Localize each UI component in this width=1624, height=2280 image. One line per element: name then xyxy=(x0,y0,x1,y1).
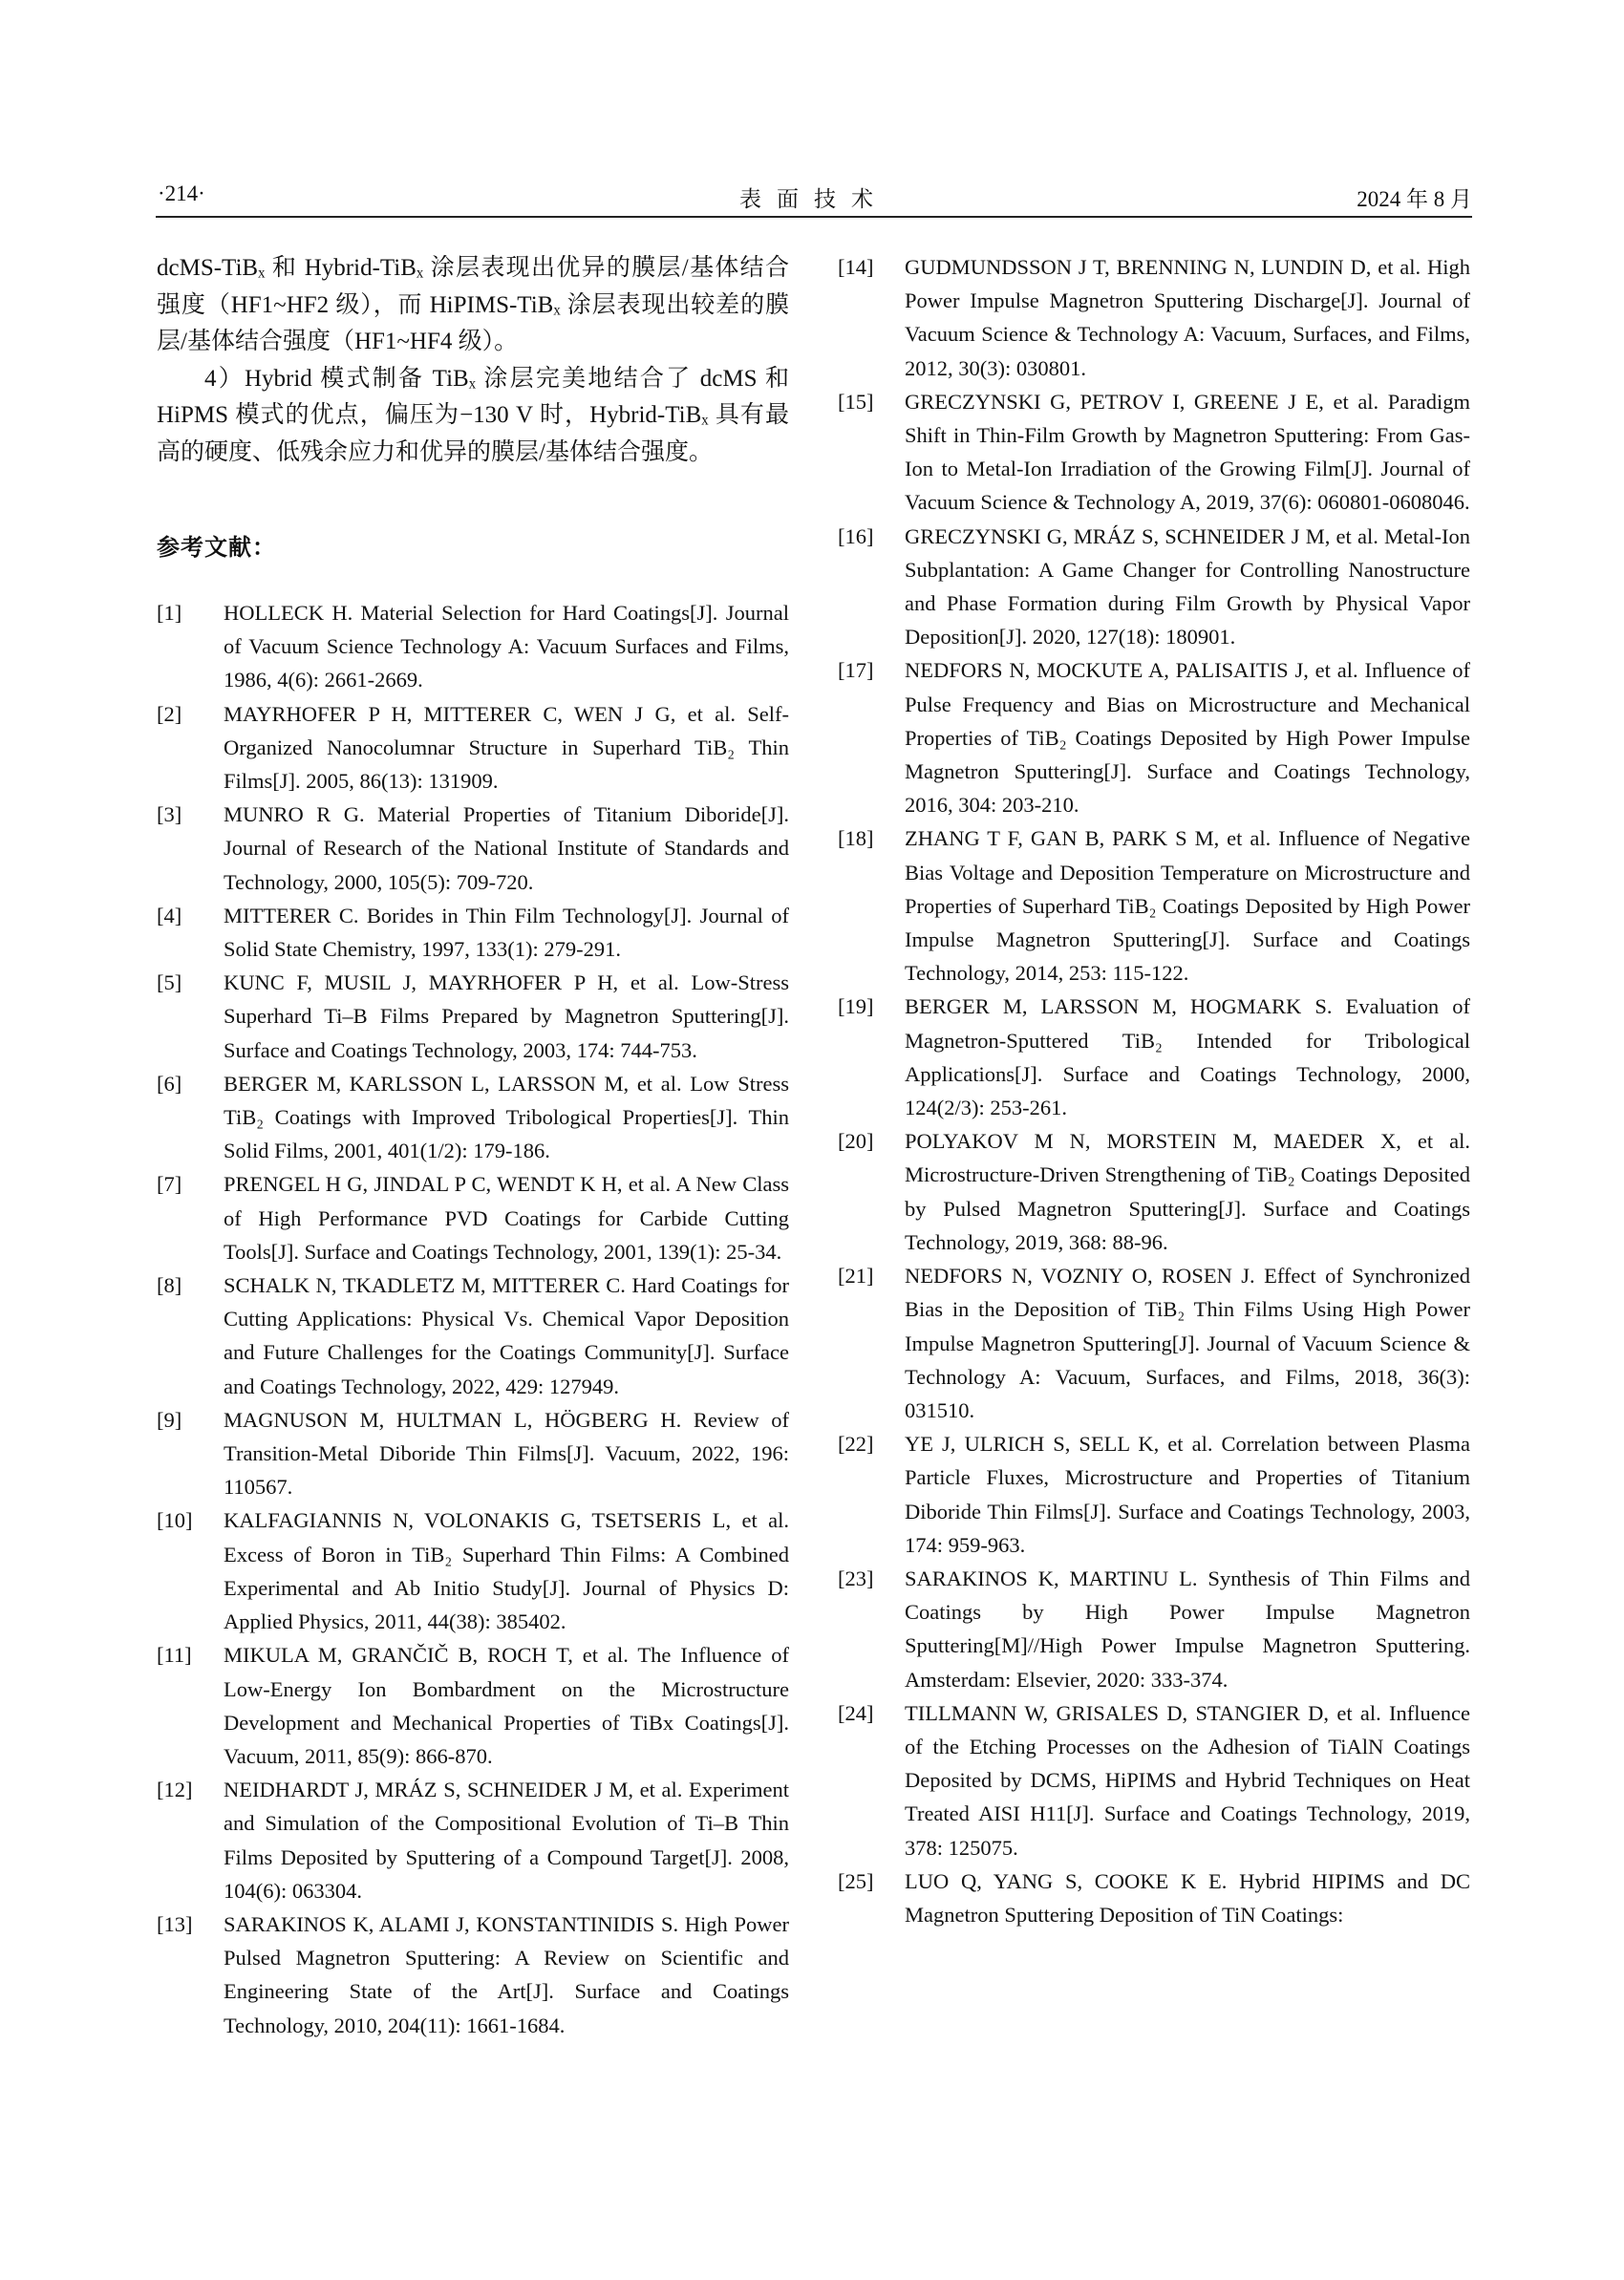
reference-number: [7] xyxy=(157,1172,182,1197)
reference-text: MAGNUSON M, HULTMAN L, HÖGBERG H. Review of Transition-Metal Diboride Thin Films[J]. Vacuum, 2022, 196: 110567. xyxy=(224,1407,789,1500)
reference-number: [18] xyxy=(838,826,874,851)
reference-text: SARAKINOS K, ALAMI J, KONSTANTINIDIS S. High Power Pulsed Magnetron Sputtering: A Review on Scientific and Engineering State of the Art[J]. Surface and Coatings Technology, 2010, 204(11): 1661-1684. xyxy=(224,1911,789,2037)
reference-text: YE J, ULRICH S, SELL K, et al. Correlation between Plasma Particle Fluxes, Microstructure and Properties of Titanium Diboride Thin Films[J]. Surface and Coatings Technology, 2003, 174: 959-963. xyxy=(905,1432,1470,1557)
reference-number: [5] xyxy=(157,970,182,995)
reference-text: MAYRHOFER P H, MITTERER C, WEN J G, et al. Self-Organized Nanocolumnar Structure in Superhard TiB₂ Thin Films[J]. 2005, 86(13): 131909. xyxy=(224,701,789,794)
reference-number: [12] xyxy=(157,1778,193,1802)
reference-item xyxy=(838,1696,1470,1864)
reference-item xyxy=(157,1773,789,1907)
journal-title: 表面技术 xyxy=(739,187,888,211)
reference-number: [24] xyxy=(838,1700,874,1725)
reference-text: HOLLECK H. Material Selection for Hard Coatings[J]. Journal of Vacuum Science Technology A: Vacuum Surfaces and Films, 1986, 4(6): 2661-2669. xyxy=(224,601,789,693)
reference-number: [4] xyxy=(157,903,182,927)
reference-number: [15] xyxy=(838,389,874,414)
reference-number: [23] xyxy=(838,1566,874,1590)
reference-item xyxy=(838,1427,1470,1562)
issue-date: 2024 年 8 月 xyxy=(1357,187,1472,211)
reference-text: KALFAGIANNIS N, VOLONAKIS G, TSETSERIS L, et al. Excess of Boron in TiB₂ Superhard Thin Films: A Combined Experimental and Ab Initio Study[J]. Journal of Physics D: Applied Physics, 2011, 44(38): 385402. xyxy=(224,1508,789,1634)
reference-text: SCHALK N, TKADLETZ M, MITTERER C. Hard Coatings for Cutting Applications: Physical Vs. Chemical Vapor Deposition and Future Challenges for the Coatings Community[J]. Surface and Coatings Technology, 2022, 429: 127949. xyxy=(224,1273,789,1398)
reference-item xyxy=(838,520,1470,654)
reference-item xyxy=(157,1638,789,1773)
reference-text: MITTERER C. Borides in Thin Film Technology[J]. Journal of Solid State Chemistry, 1997, 133(1): 279-291. xyxy=(224,903,789,962)
reference-item xyxy=(838,385,1470,520)
reference-number: [21] xyxy=(838,1264,874,1289)
reference-text: MIKULA M, GRANČIČ B, ROCH T, et al. The Influence of Low-Energy Ion Bombardment on the Microstructure Development and Mechanical Properties of TiBx Coatings[J]. Vacuum, 2011, 85(9): 866-870. xyxy=(224,1643,789,1768)
reference-number: [20] xyxy=(838,1129,874,1154)
reference-text: GRECZYNSKI G, PETROV I, GREENE J E, et al. Paradigm Shift in Thin-Film Growth by Magnetron Sputtering: From Gas-Ion to Metal-Ion Irradiation of the Growing Film[J]. Journal of Vacuum Science & Technology A, 2019, 37(6): 060801-0608046. xyxy=(905,389,1470,515)
conclusion-paragraph-4: 4）Hybrid 模式制备 TiBₓ 涂层完美地结合了 dcMS 和 HiPMS 模式的优点，偏压为−130 V 时，Hybrid-TiBₓ 具有最高的硬度、低残余应力和优异的膜层/基体结合强度。 xyxy=(157,365,789,465)
references-heading: 参考文献： xyxy=(157,536,276,561)
reference-text: KUNC F, MUSIL J, MAYRHOFER P H, et al. Low-Stress Superhard Ti–B Films Prepared by Magnetron Sputtering[J]. Surface and Coatings Technology, 2003, 174: 744-753. xyxy=(224,970,789,1062)
reference-text: PRENGEL H G, JINDAL P C, WENDT K H, et al. A New Class of High Performance PVD Coatings for Carbide Cutting Tools[J]. Surface and Coatings Technology, 2001, 139(1): 25-34. xyxy=(224,1172,789,1264)
reference-number: [9] xyxy=(157,1407,182,1432)
reference-number: [22] xyxy=(838,1432,874,1457)
reference-number: [13] xyxy=(157,1911,193,1936)
reference-item xyxy=(157,1167,789,1268)
page-header xyxy=(156,178,1472,218)
reference-text: GUDMUNDSSON J T, BRENNING N, LUNDIN D, et al. High Power Impulse Magnetron Sputtering Discharge[J]. Journal of Vacuum Science & Technology A: Vacuum, Surfaces, and Films, 2012, 30(3): 030801. xyxy=(905,255,1470,380)
reference-item xyxy=(838,653,1470,821)
reference-item xyxy=(157,966,789,1067)
reference-number: [2] xyxy=(157,701,182,726)
reference-text: POLYAKOV M N, MORSTEIN M, MAEDER X, et al. Microstructure-Driven Strengthening of TiB₂ Coatings Deposited by Pulsed Magnetron Sputtering[J]. Surface and Coatings Technology, 2019, 368: 88-96. xyxy=(905,1129,1470,1254)
reference-text: SARAKINOS K, MARTINU L. Synthesis of Thin Films and Coatings by High Power Impulse Magnetron Sputtering[M]//High Power Impulse Magnetron Sputtering. Amsterdam: Elsevier, 2020: 333-374. xyxy=(905,1566,1470,1692)
conclusion-paragraph-3: dcMS-TiBₓ 和 Hybrid-TiBₓ 涂层表现出优异的膜层/基体结合强度（HF1~HF2 级），而 HiPIMS-TiBₓ 涂层表现出较差的膜层/基体结合强度（HF1~HF4 级）。 xyxy=(157,255,789,354)
reference-text: NEDFORS N, MOCKUTE A, PALISAITIS J, et al. Influence of Pulse Frequency and Bias on Microstructure and Mechanical Properties of TiB₂ Coatings Deposited by High Power Impulse Magnetron Sputtering[J]. Surface and Coatings Technology, 2016, 304: 203-210. xyxy=(905,658,1470,818)
right-column xyxy=(838,250,1470,1931)
reference-item xyxy=(157,798,789,899)
reference-text: GRECZYNSKI G, MRÁZ S, SCHNEIDER J M, et al. Metal-Ion Subplantation: A Game Changer for Controlling Nanostructure and Phase Formation during Film Growth by Physical Vapor Deposition[J]. 2020, 127(18): 180901. xyxy=(905,523,1470,650)
reference-text: TILLMANN W, GRISALES D, STANGIER D, et al. Influence of the Etching Processes on the Adhesion of TiAlN Coatings Deposited by DCMS, HiPIMS and Hybrid Techniques on Heat Treated AISI H11[J]. Surface and Coatings Technology, 2019, 378: 125075. xyxy=(905,1700,1470,1860)
reference-text: LUO Q, YANG S, COOKE K E. Hybrid HIPIMS and DC Magnetron Sputtering Deposition of TiN Coatings: xyxy=(905,1868,1470,1927)
reference-item xyxy=(838,1124,1470,1259)
reference-item xyxy=(157,1503,789,1638)
left-column xyxy=(157,250,789,2042)
reference-item xyxy=(157,1268,789,1403)
reference-item xyxy=(157,596,789,697)
reference-number: [14] xyxy=(838,255,874,279)
reference-item xyxy=(838,990,1470,1124)
reference-item xyxy=(157,1067,789,1168)
reference-item xyxy=(838,821,1470,990)
reference-number: [17] xyxy=(838,658,874,683)
reference-number: [25] xyxy=(838,1868,874,1893)
reference-item xyxy=(157,899,789,966)
reference-number: [3] xyxy=(157,802,182,827)
reference-text: NEDFORS N, VOZNIY O, ROSEN J. Effect of Synchronized Bias in the Deposition of TiB₂ Thin Films Using High Power Impulse Magnetron Sputtering[J]. Journal of Vacuum Science & Technology A: Vacuum, Surfaces, and Films, 2018, 36(3): 031510. xyxy=(905,1264,1470,1422)
reference-item xyxy=(157,1403,789,1504)
reference-text: BERGER M, LARSSON M, HOGMARK S. Evaluation of Magnetron-Sputtered TiB₂ Intended for Tribological Applications[J]. Surface and Coatings Technology, 2000, 124(2/3): 253-261. xyxy=(905,994,1470,1120)
reference-text: NEIDHARDT J, MRÁZ S, SCHNEIDER J M, et al. Experiment and Simulation of the Compositional Evolution of Ti–B Thin Films Deposited by Sputtering of a Compound Target[J]. 2008, 104(6): 063304. xyxy=(224,1778,789,1903)
reference-item xyxy=(838,1259,1470,1427)
reference-item xyxy=(157,697,789,799)
reference-number: [11] xyxy=(157,1643,192,1668)
reference-number: [1] xyxy=(157,601,182,625)
reference-number: [8] xyxy=(157,1273,182,1298)
reference-number: [16] xyxy=(838,523,874,548)
reference-item xyxy=(838,250,1470,385)
reference-number: [6] xyxy=(157,1071,182,1096)
reference-number: [19] xyxy=(838,994,874,1019)
page-number: ·214· xyxy=(158,181,205,205)
reference-item xyxy=(157,1907,789,2042)
reference-text: BERGER M, KARLSSON L, LARSSON M, et al. Low Stress TiB₂ Coatings with Improved Tribological Properties[J]. Thin Solid Films, 2001, 401(1/2): 179-186. xyxy=(224,1071,789,1163)
references-list-right xyxy=(838,250,1470,1931)
reference-number: [10] xyxy=(157,1508,193,1533)
reference-text: MUNRO R G. Material Properties of Titanium Diboride[J]. Journal of Research of the National Institute of Standards and Technology, 2000, 105(5): 709-720. xyxy=(224,802,789,894)
reference-item xyxy=(838,1864,1470,1931)
references-list-left xyxy=(157,596,789,2042)
reference-text: ZHANG T F, GAN B, PARK S M, et al. Influence of Negative Bias Voltage and Deposition Temperature on Microstructure and Properties of Superhard TiB₂ Coatings Deposited by High Power Impulse Magnetron Sputtering[J]. Surface and Coatings Technology, 2014, 253: 115-122. xyxy=(905,826,1470,986)
reference-item xyxy=(838,1562,1470,1696)
